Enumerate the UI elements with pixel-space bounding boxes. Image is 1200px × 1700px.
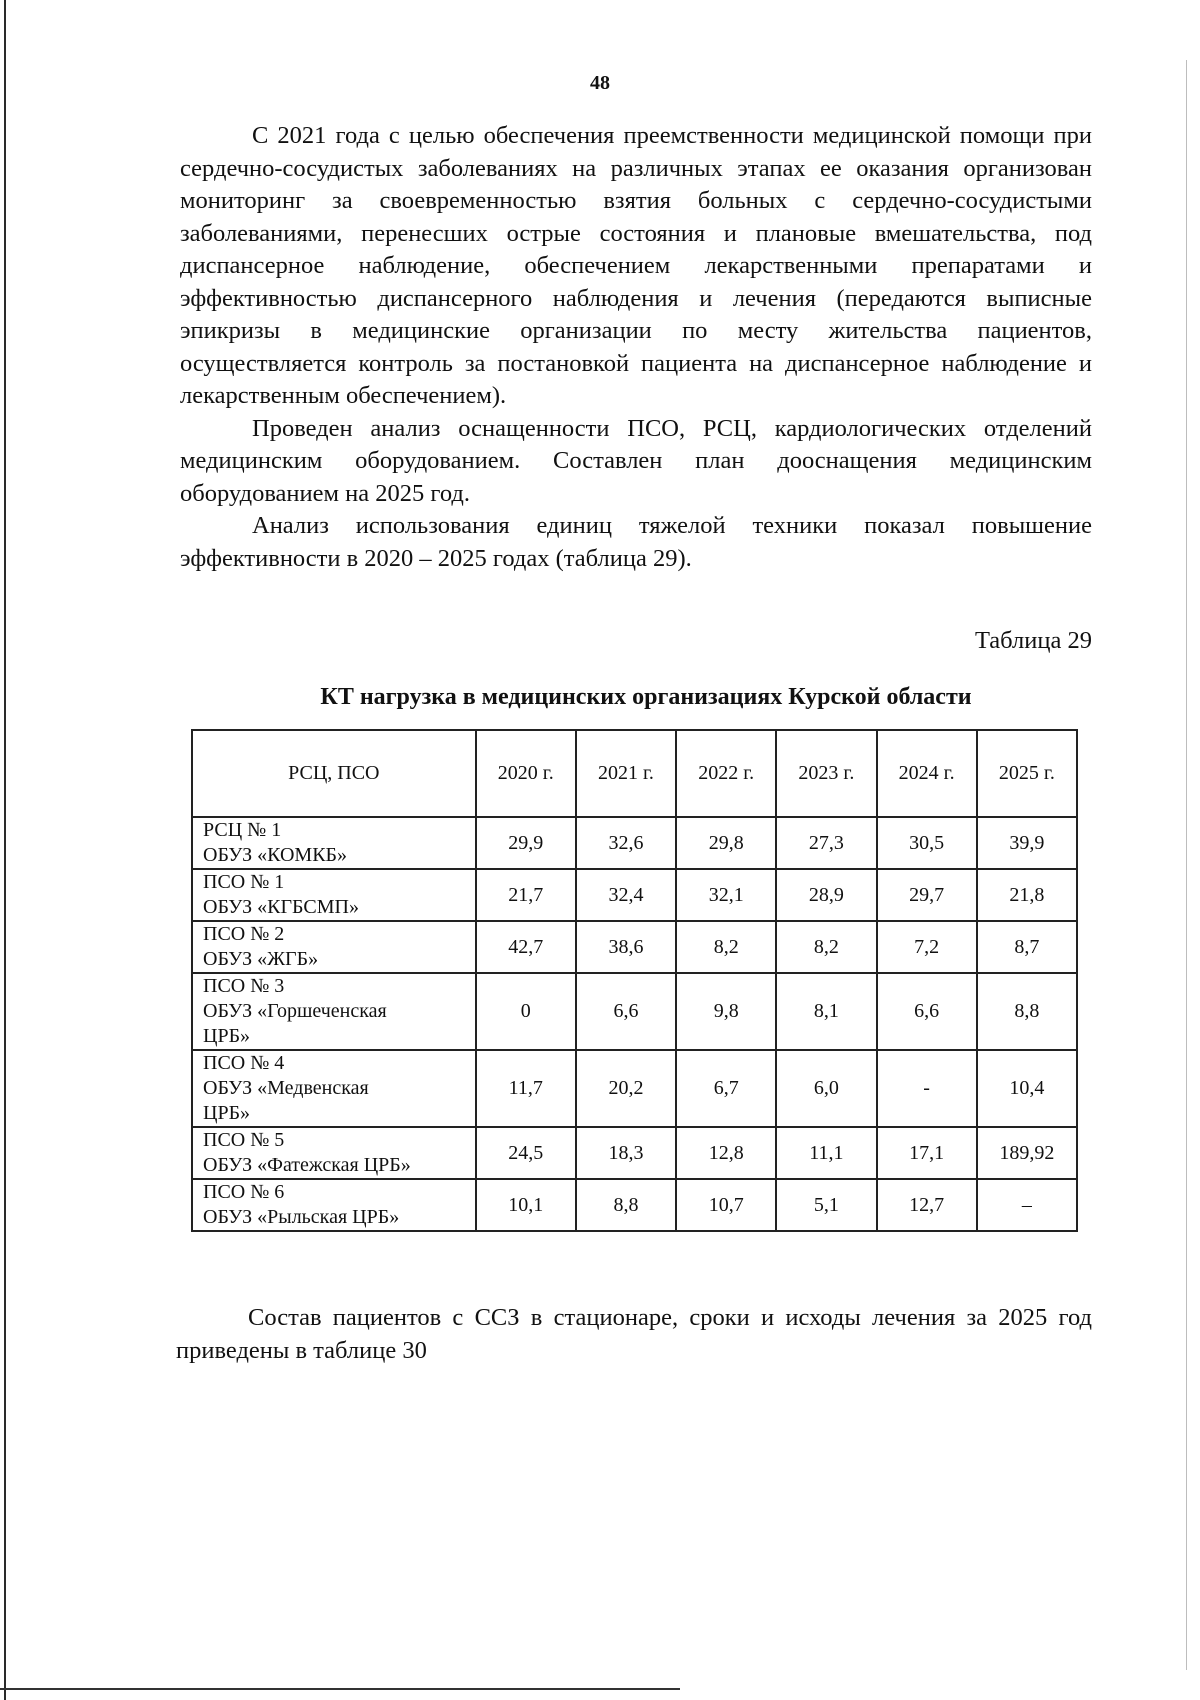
paragraph: С 2021 года с целью обеспечения преемственности медицинской помощи при сердечно-сосудистых заболеваниях на различных этапах ее оказания организован мониторинг за своевременностью взятия больных с сердечно-сосудистыми заболеваниями, перенесших острые состояния и плановые вмешательства, под диспансерное наблюдение, обеспечением лекарственными препаратами и эффективностью диспансерного наблюдения и лечения (передаются выписные эпикризы в медицинские организации по месту жительства пациентов, осуществляется контроль за постановкой пациента на диспансерное наблюдение и лекарственным обеспечением). (180, 122, 1092, 409)
table-row (192, 921, 1077, 973)
value-cell: 10,4 (977, 1050, 1077, 1127)
org-cell (192, 1127, 476, 1179)
table-row (192, 869, 1077, 921)
org-institution: ОБУЗ «Фатежская ЦРБ» (203, 1154, 411, 1176)
value-cell: 8,1 (776, 973, 876, 1050)
org-name: ПСО № 6 (203, 1181, 285, 1203)
value-cell: 10,1 (476, 1179, 576, 1231)
value-cell: 10,7 (676, 1179, 776, 1231)
org-institution-continued: ЦРБ» (203, 1102, 251, 1124)
value-cell: 8,8 (977, 973, 1077, 1050)
value-cell: 30,5 (877, 817, 977, 869)
org-institution: ОБУЗ «ЖГБ» (203, 948, 319, 970)
value-cell: 29,9 (476, 817, 576, 869)
table-title: КТ нагрузка в медицинских организациях Курской области (320, 684, 972, 710)
table-row (192, 1127, 1077, 1179)
org-cell (192, 817, 476, 869)
org-name: ПСО № 3 (203, 975, 285, 997)
header-cell-year: 2023 г. (776, 730, 876, 817)
value-cell: 27,3 (776, 817, 876, 869)
value-cell: 32,4 (576, 869, 676, 921)
org-institution: ОБУЗ «Горшеченская (203, 1000, 387, 1022)
value-cell: 29,8 (676, 817, 776, 869)
value-cell: 0 (476, 973, 576, 1050)
value-cell: – (977, 1179, 1077, 1231)
org-institution: ОБУЗ «Рыльская ЦРБ» (203, 1206, 400, 1228)
value-cell: 32,6 (576, 817, 676, 869)
closing-text (176, 1302, 1092, 1367)
value-cell: 39,9 (977, 817, 1077, 869)
value-cell: 8,8 (576, 1179, 676, 1231)
body-text (180, 120, 1092, 575)
value-cell: 42,7 (476, 921, 576, 973)
scan-right-edge (1186, 60, 1187, 1670)
value-cell: 32,1 (676, 869, 776, 921)
org-cell (192, 1179, 476, 1231)
table-header-row (192, 730, 1077, 817)
value-cell: 7,2 (877, 921, 977, 973)
header-cell-year: 2022 г. (676, 730, 776, 817)
kt-load-table (191, 729, 1078, 1232)
scan-left-edge (4, 0, 6, 1700)
value-cell: 12,7 (877, 1179, 977, 1231)
org-name: РСЦ № 1 (203, 819, 282, 841)
value-cell: 9,8 (676, 973, 776, 1050)
paragraph: Состав пациентов с ССЗ в стационаре, сроки и исходы лечения за 2025 год приведены в таблице 30 (176, 1304, 1092, 1364)
value-cell: 17,1 (877, 1127, 977, 1179)
table-label: Таблица 29 (974, 627, 1092, 654)
scan-bottom-edge (0, 1688, 680, 1690)
value-cell: 8,2 (776, 921, 876, 973)
header-cell-year: 2021 г. (576, 730, 676, 817)
value-cell: - (877, 1050, 977, 1127)
value-cell: 18,3 (576, 1127, 676, 1179)
paragraph: Анализ использования единиц тяжелой техники показал повышение эффективности в 2020 – 2025 годах (таблица 29). (180, 512, 1092, 572)
org-cell (192, 869, 476, 921)
org-name: ПСО № 4 (203, 1052, 285, 1074)
header-cell-year: 2020 г. (476, 730, 576, 817)
org-institution-continued: ЦРБ» (203, 1025, 251, 1047)
header-cell-org: РСЦ, ПСО (192, 730, 476, 817)
value-cell: 8,2 (676, 921, 776, 973)
table-row (192, 1050, 1077, 1127)
value-cell: 189,92 (977, 1127, 1077, 1179)
org-name: ПСО № 5 (203, 1129, 285, 1151)
org-institution: ОБУЗ «КГБСМП» (203, 896, 359, 918)
value-cell: 24,5 (476, 1127, 576, 1179)
value-cell: 21,8 (977, 869, 1077, 921)
org-cell (192, 921, 476, 973)
value-cell: 38,6 (576, 921, 676, 973)
org-cell (192, 973, 476, 1050)
table-row (192, 973, 1077, 1050)
value-cell: 5,1 (776, 1179, 876, 1231)
paragraph: Проведен анализ оснащенности ПСО, РСЦ, кардиологических отделений медицинским оборудованием. Составлен план дооснащения медицинским оборудованием на 2025 год. (180, 414, 1092, 507)
value-cell: 28,9 (776, 869, 876, 921)
org-name: ПСО № 2 (203, 923, 285, 945)
org-cell (192, 1050, 476, 1127)
value-cell: 20,2 (576, 1050, 676, 1127)
header-cell-year: 2024 г. (877, 730, 977, 817)
page-number: 48 (590, 72, 610, 94)
value-cell: 8,7 (977, 921, 1077, 973)
value-cell: 6,6 (576, 973, 676, 1050)
value-cell: 6,6 (877, 973, 977, 1050)
value-cell: 21,7 (476, 869, 576, 921)
value-cell: 6,7 (676, 1050, 776, 1127)
table-row (192, 817, 1077, 869)
org-name: ПСО № 1 (203, 871, 285, 893)
org-institution: ОБУЗ «КОМКБ» (203, 844, 348, 866)
table-row (192, 1179, 1077, 1231)
value-cell: 11,1 (776, 1127, 876, 1179)
value-cell: 12,8 (676, 1127, 776, 1179)
value-cell: 6,0 (776, 1050, 876, 1127)
value-cell: 11,7 (476, 1050, 576, 1127)
header-cell-year: 2025 г. (977, 730, 1077, 817)
value-cell: 29,7 (877, 869, 977, 921)
org-institution: ОБУЗ «Медвенская (203, 1077, 369, 1099)
